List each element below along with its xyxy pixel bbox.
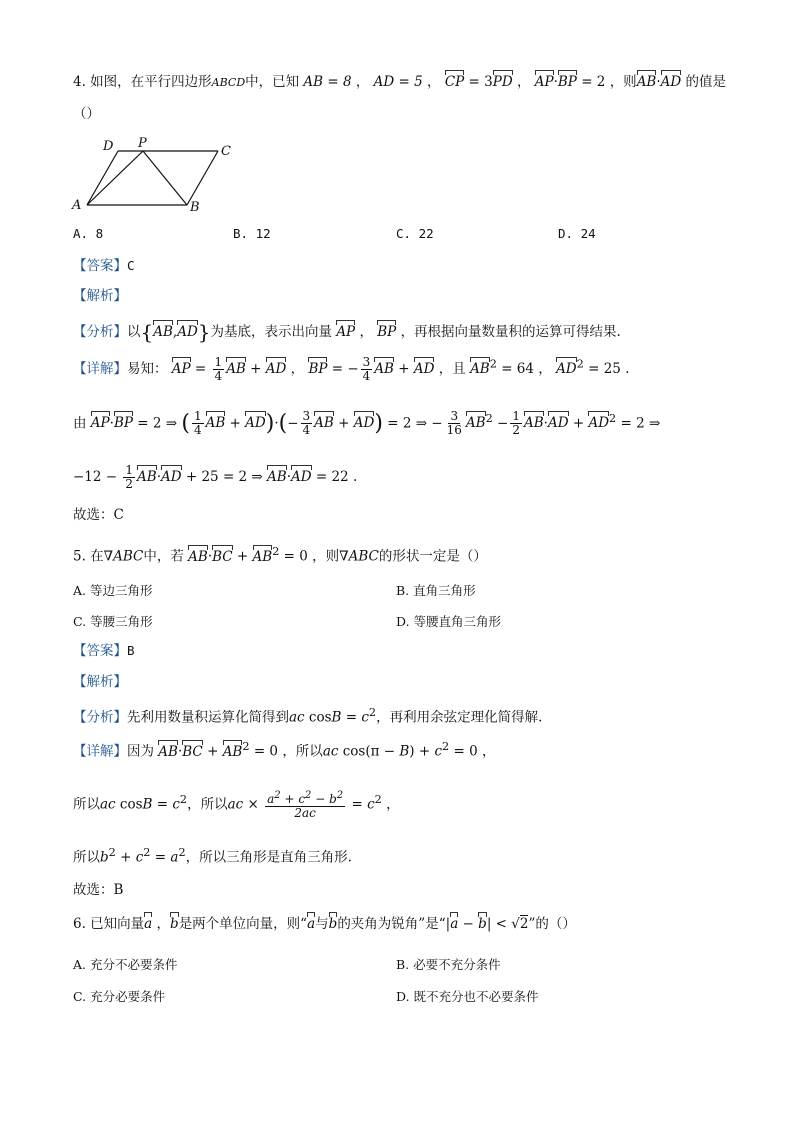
q4-parallelogram-figure: [70, 135, 270, 225]
answer-value: C: [127, 258, 135, 273]
xiangjie-tag: 【详解】: [73, 743, 127, 760]
xiangjie-you: 由: [73, 415, 87, 432]
q4-option-b[interactable]: B. 12: [233, 226, 271, 241]
q5-final: 故选：B: [73, 882, 124, 898]
q5-fenxi: 【分析】先利用数量积运算化简得到ac $\cos B = c^2$，再利用余弦定理化简得解.: [73, 706, 543, 726]
fenxi-text-b: 为基底，表示出向量: [210, 324, 333, 340]
q5-option-b[interactable]: B. 直角三角形: [396, 583, 476, 598]
q4-xiangjie-3: −12 − $\frac{1}{2}$ AB·AD + 25 = 2 ⇒ AB·AD = 22 .: [73, 463, 358, 492]
xiangjie-text: 易知：: [127, 361, 168, 378]
q6-stem-text-d: 的夹角为锐角”是“: [337, 916, 446, 932]
q4-option-a[interactable]: A. 8: [73, 226, 104, 241]
q4-stem-text: 4. 如图，在平行四边形: [73, 74, 212, 90]
label-P: P: [138, 136, 147, 151]
analysis-tag: 【解析】: [73, 288, 127, 304]
q5-xiangjie-1: 【详解】因为 $AB\cdot BC + AB^2 = 0$ ，所以ac $\cos(\pi - B) + c^2 = 0$ ，: [73, 740, 496, 760]
q4-xiangjie-2: 由 AP·BP = 2 ⇒ ( $\frac{1}{4}$ AB + AD)·(− $\frac{3}{4}$ AB + AD) = 2 ⇒ − $\frac{3}{16}$ $AB^2$ − $\frac{1}{2}$ $AB\cdot AD + AD^2 = 2$ ⇒: [73, 409, 661, 438]
q4-abcd: ABCD: [211, 76, 246, 89]
q4-ab-eq: AB = 8: [299, 74, 356, 90]
q5-option-d[interactable]: D. 等腰直角三角形: [396, 614, 502, 629]
q5-stem-text-a: 5. 在: [73, 548, 104, 565]
q5-option-c[interactable]: C. 等腰三角形: [73, 614, 153, 629]
q6-stem-text-c: 与: [315, 916, 329, 932]
suoyi-text-b: ，所以: [187, 796, 228, 813]
fenxi-text-a: 以: [127, 324, 141, 340]
q5-option-a[interactable]: A. 等边三角形: [73, 583, 153, 598]
q4-stem-text-c: ，则: [609, 74, 637, 90]
q4-final: 故选：C: [73, 507, 124, 523]
q4-option-d[interactable]: D. 24: [558, 226, 596, 241]
q4-answer: [73, 258, 135, 275]
q5-xiangjie-2: 所以ac $\cos B = c^2$，所以ac × $\frac{a^2 + c^2 - b^2}{2ac}$ = $c^2$ ，: [73, 790, 400, 821]
fenxi-tag: 【分析】: [73, 324, 127, 340]
answer-tag: 【答案】: [73, 643, 127, 659]
fenxi-text-a: 先利用数量积运算化简得到: [127, 709, 289, 726]
q6-stem: 6. 已知向量a ，b是两个单位向量，则“a与b的夹角为锐角”是“|a − b| < √2”的（）: [73, 916, 576, 932]
q4-paren: （）: [73, 106, 100, 122]
q4-analysis-label: [73, 288, 127, 305]
q5-analysis-label: [73, 674, 127, 691]
xiangjie-text-a: 因为: [127, 743, 154, 760]
q6-option-d[interactable]: D. 既不充分也不必要条件: [396, 989, 539, 1004]
q6-stem-text-e: ”的（）: [528, 916, 576, 932]
answer-value: B: [127, 643, 135, 658]
q5-stem-text-b: 中，若: [143, 548, 184, 565]
q6-stem-text-a: 6. 已知向量: [73, 916, 145, 932]
label-B: B: [190, 200, 200, 215]
suoyi-text: 所以: [73, 796, 100, 813]
q4-stem-text-d: 的值是: [685, 74, 727, 90]
q5-stem: 5. 在∇ABC中，若 $AB\cdot BC + AB^2 = 0$ ，则∇ABC的形状一定是（）: [73, 545, 487, 565]
suoyi-text: 所以: [73, 849, 100, 866]
q4-stem: 4. 如图，在平行四边形ABCD中，已知 AB = 8 ， AD = 5 ， CP = 3PD ， AP·BP = 2 ，则AB·AD 的值是: [73, 74, 727, 90]
q5-triangle: ∇ABC: [103, 548, 144, 565]
fenxi-tag: 【分析】: [73, 709, 127, 726]
fenxi-text-c: ，再根据向量数量积的运算可得结果.: [400, 324, 621, 340]
answer-tag: 【答案】: [73, 258, 127, 274]
xiangjie-text-b: ，所以: [282, 743, 323, 760]
suoyi-text-b: ，所以三角形是直角三角形.: [185, 849, 352, 866]
q4-fenxi: 【分析】以{AB,AD}为基底，表示出向量 AP ， BP ，再根据向量数量积的运算可得结果.: [73, 320, 621, 344]
q5-answer: [73, 643, 135, 660]
q5-xiangjie-3: 所以$b^2 + c^2 = a^2$，所以三角形是直角三角形.: [73, 846, 352, 866]
label-A: A: [72, 198, 82, 213]
q6-stem-text-b: 是两个单位向量，则“: [178, 916, 308, 932]
q5-stem-text-d: 的形状一定是（）: [378, 548, 487, 565]
label-D: D: [103, 139, 114, 154]
q6-option-c[interactable]: C. 充分必要条件: [73, 989, 166, 1004]
analysis-tag: 【解析】: [73, 674, 127, 690]
q5-stem-text-c: ，则: [312, 548, 340, 565]
q6-option-b[interactable]: B. 必要不充分条件: [396, 957, 501, 972]
q4-stem-text-b: 中，已知: [245, 74, 300, 90]
q4-ad-eq: AD = 5: [369, 74, 428, 90]
q6-option-a[interactable]: A. 充分不必要条件: [73, 957, 178, 972]
xiangjie-tag: 【详解】: [73, 361, 127, 378]
fenxi-text-b: ，再利用余弦定理化简得解.: [376, 709, 543, 726]
label-C: C: [221, 144, 231, 159]
q4-option-c[interactable]: C. 22: [396, 226, 434, 241]
q4-xiangjie-1: 【详解】易知： AP = $\frac{1}{4}$ AB + AD ， BP = − $\frac{3}{4}$ AB + AD ，且 $AB^2 = 64$ ， $AD^2 = 25$ .: [73, 355, 630, 384]
